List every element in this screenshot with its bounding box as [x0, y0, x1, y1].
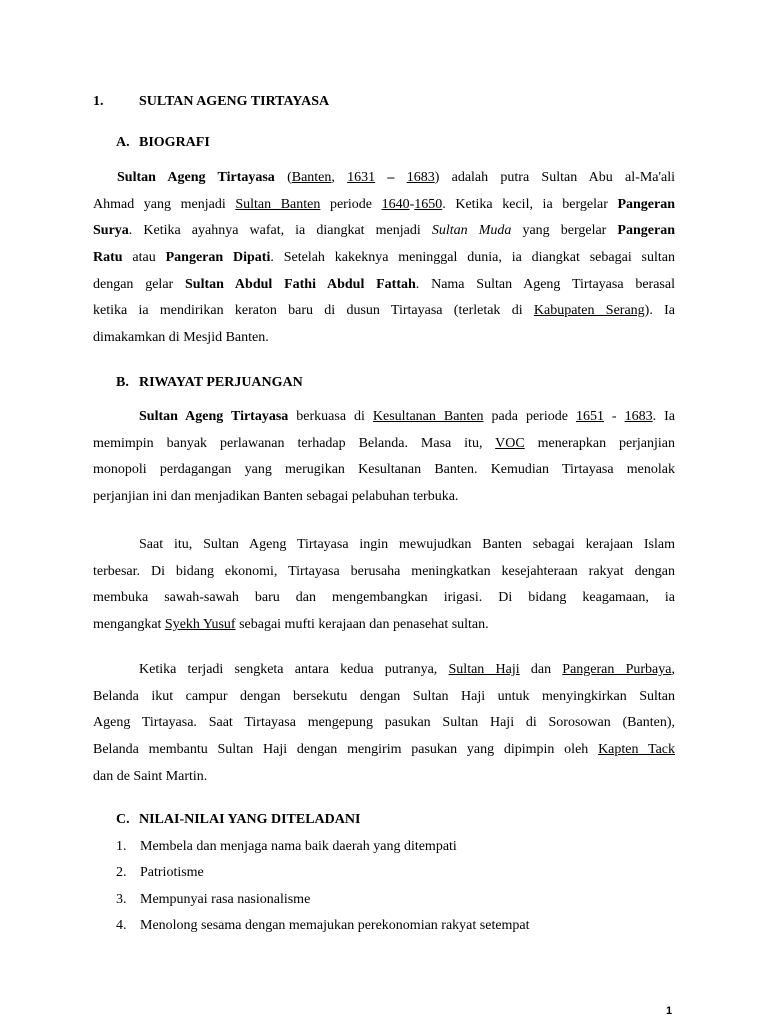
- list-item: 4. Menolong sesama dengan memajukan perekonomian rakyat setempat: [116, 918, 530, 933]
- riwayat2-line-2: terbesar. Di bidang ekonomi, Tirtayasa berusaha meningkatkan kesejahteraan rakyat dengan: [93, 563, 675, 579]
- link-1650[interactable]: 1650: [414, 196, 443, 212]
- bio-line-7: dimakamkan di Mesjid Banten.: [93, 330, 269, 346]
- link-1631[interactable]: 1631: [347, 170, 376, 185]
- link-1683-b[interactable]: 1683: [624, 409, 653, 424]
- riwayat-paragraph-3: [93, 657, 675, 790]
- link-kesultanan-banten[interactable]: Kesultanan Banten: [372, 409, 484, 424]
- riwayat1-line-1: Sultan Ageng Tirtayasa berkuasa di Kesultanan Banten pada periode 1651 - 1683. Ia: [139, 409, 675, 424]
- riwayat-paragraph-1: [93, 404, 675, 511]
- link-pangeran-purbaya[interactable]: Pangeran Purbaya: [562, 662, 672, 677]
- list-item: 1. Membela dan menjaga nama baik daerah yang ditempati: [116, 839, 457, 854]
- link-1683[interactable]: 1683: [406, 170, 435, 185]
- link-syekh-yusuf[interactable]: Syekh Yusuf: [164, 617, 236, 633]
- bio-name: Sultan Ageng Tirtayasa: [117, 170, 275, 185]
- biografi-paragraph: [93, 165, 675, 352]
- link-sultan-banten[interactable]: Sultan Banten: [235, 196, 321, 212]
- riwayat3-line-5: dan de Saint Martin.: [93, 768, 208, 784]
- bio-line-2: Ahmad yang menjadi Sultan Banten periode 1640-1650. Ketika kecil, ia bergelar Pangeran: [93, 196, 676, 212]
- list-item: 2. Patriotisme: [116, 865, 204, 880]
- riwayat3-line-2: Belanda ikut campur dengan bersekutu dengan Sultan Haji untuk menyingkirkan Sultan: [93, 688, 675, 704]
- riwayat-paragraph-2: [93, 532, 675, 639]
- link-1651[interactable]: 1651: [575, 409, 604, 424]
- riwayat3-line-4: Belanda membantu Sultan Haji dengan mengirim pasukan yang dipimpin oleh Kapten Tack: [93, 742, 675, 758]
- section-a-title: BIOGRAFI: [139, 135, 210, 150]
- link-sultan-haji[interactable]: Sultan Haji: [448, 662, 520, 677]
- link-kapten-tack[interactable]: Kapten Tack: [598, 742, 675, 758]
- section-a-label: A.: [116, 135, 130, 150]
- riwayat2-line-3: membuka sawah-sawah baru dan mengembangkan irigasi. Di bidang keagamaan, ia: [93, 590, 675, 606]
- riwayat1-line-2: memimpin banyak perlawanan terhadap Belanda. Masa itu, VOC menerapkan perjanjian: [93, 435, 675, 451]
- section-b-label: B.: [116, 375, 129, 390]
- bio-line-6: ketika ia mendirikan keraton baru di dusun Tirtayasa (terletak di Kabupaten Serang). Ia: [93, 303, 675, 319]
- section-b-title: RIWAYAT PERJUANGAN: [139, 375, 303, 390]
- link-1640[interactable]: 1640: [381, 196, 410, 212]
- page-number: 1: [666, 1005, 673, 1017]
- bio-line-4: Ratu atau Pangeran Dipati. Setelah kakeknya meninggal dunia, ia diangkat sebagai sultan: [93, 250, 676, 266]
- section-c-title: NILAI-NILAI YANG DITELADANI: [139, 812, 361, 827]
- link-banten[interactable]: Banten: [291, 170, 332, 185]
- riwayat1-line-3: monopoli perdagangan yang merugikan Kesultanan Banten. Kemudian Tirtayasa menolak: [93, 462, 675, 478]
- heading-number: 1.: [93, 94, 104, 109]
- section-c-label: C.: [116, 812, 130, 827]
- list-item: 3. Mempunyai rasa nasionalisme: [116, 892, 311, 907]
- bio-line-3: Surya. Ketika ayahnya wafat, ia diangkat menjadi Sultan Muda yang bergelar Pangeran: [93, 223, 675, 239]
- riwayat3-line-3: Ageng Tirtayasa. Saat Tirtayasa mengepung pasukan Sultan Haji di Sorosowan (Banten),: [93, 715, 675, 731]
- riwayat2-line-1: Saat itu, Sultan Ageng Tirtayasa ingin mewujudkan Banten sebagai kerajaan Islam: [139, 537, 675, 552]
- heading-title: SULTAN AGENG TIRTAYASA: [139, 94, 330, 109]
- bio-line-5: dengan gelar Sultan Abdul Fathi Abdul Fattah. Nama Sultan Ageng Tirtayasa berasal: [93, 276, 675, 292]
- riwayat2-line-4: mengangkat Syekh Yusuf sebagai mufti kerajaan dan penasehat sultan.: [93, 617, 489, 633]
- link-voc[interactable]: VOC: [495, 435, 525, 451]
- link-kabupaten-serang[interactable]: Kabupaten Serang: [533, 303, 645, 319]
- riwayat1-line-4: perjanjian ini dan menjadikan Banten sebagai pelabuhan terbuka.: [93, 489, 459, 505]
- bio-line-1: Sultan Ageng Tirtayasa (Banten, 1631 – 1683) adalah putra Sultan Abu al-Ma'ali: [117, 170, 675, 185]
- riwayat3-line-1: Ketika terjadi sengketa antara kedua putranya, Sultan Haji dan Pangeran Purbaya,: [139, 662, 675, 677]
